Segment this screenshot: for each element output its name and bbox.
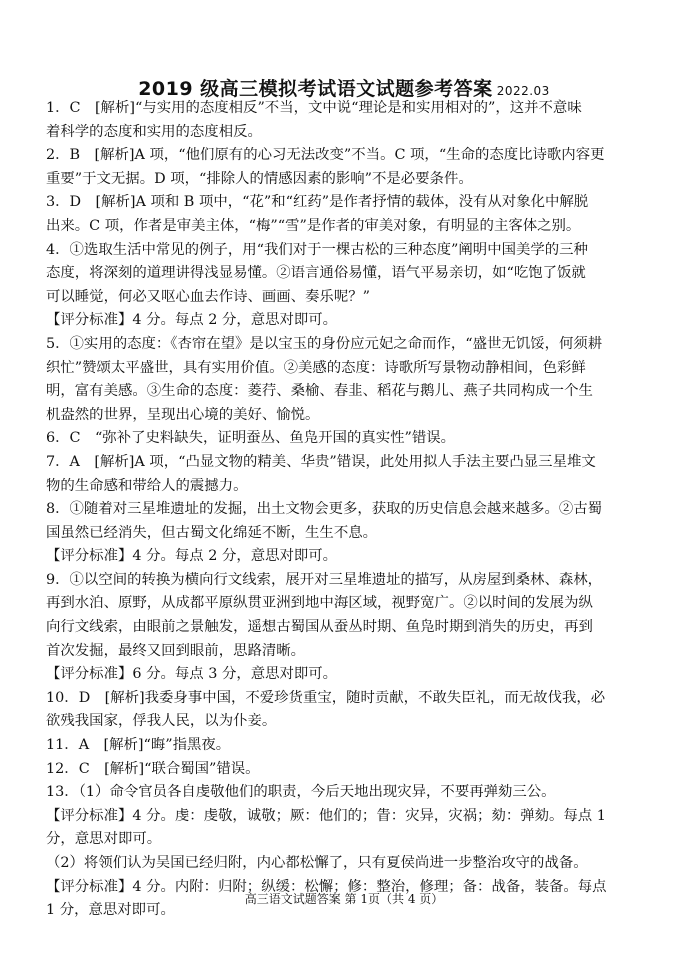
text-line: 向行文线索，由眼前之景触发，遥想古蜀国从蚕丛时期、鱼凫时期到消失的历史，再到 bbox=[46, 619, 593, 636]
text-line: 重要”于文无据。D 项，“排除人的情感因素的影响”不是必要条件。 bbox=[46, 170, 473, 187]
text-line: 机盎然的世界，呈现出心境的美好、愉悦。 bbox=[46, 406, 320, 423]
answer-content bbox=[46, 97, 644, 923]
text-line: 可以睡觉，何必又呕心血去作诗、画画、奏乐呢？” bbox=[46, 288, 370, 305]
text-line: 态度，将深刻的道理讲得浅显易懂。②语言通俗易懂，语气平易亲切，如“吃饱了饭就 bbox=[46, 265, 586, 282]
text-line: 分，意思对即可。 bbox=[46, 831, 162, 848]
text-line: 6．C “弥补了史料缺失，证明蚕丛、鱼凫开国的真实性”错误。 bbox=[46, 430, 456, 447]
text-line: 5．①实用的态度：《杏帘在望》是以宝玉的身份应元妃之命而作，“盛世无饥馁，何须耕 bbox=[46, 335, 603, 352]
scoring-standard: 【评分标准】6 分。每点 3 分，意思对即可。 bbox=[46, 666, 338, 683]
page-footer: 高三语文试题答案 第 1页（共 4 页） bbox=[244, 892, 444, 906]
text-line: 国虽然已经消失，但古蜀文化绵延不断，生生不息。 bbox=[46, 524, 377, 541]
scoring-standard: 【评分标准】4 分。每点 2 分，意思对即可。 bbox=[46, 548, 338, 565]
text-line: 10．D [解析]我委身事中国，不爱珍货重宝，随时贡献，不敢失臣礼，而无故伐我，必 bbox=[46, 689, 606, 706]
text-line: 物的生命感和带给人的震撼力。 bbox=[46, 477, 248, 494]
text-line: 8．①随着对三星堆遗址的发掘，出土文物会更多，获取的历史信息会越来越多。②古蜀 bbox=[46, 501, 603, 518]
text-line: 11．A [解析]“晦”指黑夜。 bbox=[46, 737, 231, 754]
text-line: 1 分，意思对即可。 bbox=[46, 902, 175, 919]
text-line: 着科学的态度和实用的态度相反。 bbox=[46, 123, 262, 140]
text-line: 7．A [解析]A 项，“凸显文物的精美、华贵”错误，此处用拟人手法主要凸显三星堆文 bbox=[46, 453, 596, 470]
text-line: 再到水泊、原野，从成都平原纵贯亚洲到地中海区域，视野宽广。②以时间的发展为纵 bbox=[46, 595, 593, 612]
text-line: 1．C [解析]“与实用的态度相反”不当，文中说“理论是和实用相对的”，这并不意味 bbox=[46, 100, 582, 116]
text-line: 出来。C 项，作者是审美主体，“梅”“雪”是作者的审美对象，有明显的主客体之别。 bbox=[46, 217, 581, 234]
scoring-standard: 【评分标准】4 分。虔：虔敬，诚敬；厥：他们的；眚：灾异，灾祸；劾：弹劾。每点 1 bbox=[46, 807, 606, 824]
text-line: 13．（1）命令官员各自虔敬他们的职责，今后天地出现灾异，不要再弹劾三公。 bbox=[46, 784, 556, 801]
text-line: 首次发掘，最终又回到眼前，思路清晰。 bbox=[46, 642, 306, 659]
text-line: 9．①以空间的转换为横向行文线索，展开对三星堆遗址的描写，从房屋到桑林、森林， bbox=[46, 571, 603, 588]
text-line: 2．B [解析]A 项，“他们原有的心习无法改变”不当。C 项，“生命的态度比诗歌内容更 bbox=[46, 147, 605, 164]
text-line: 12．C [解析]“联合蜀国”错误。 bbox=[46, 760, 260, 777]
title-date: 2022.03 bbox=[496, 84, 550, 98]
text-line: （2）将领们认为吴国已经归附，内心都松懈了，只有夏侯尚进一步整治攻守的战备。 bbox=[46, 855, 588, 871]
text-line: 3．D [解析]A 项和 B 项中，“花”和“红药”是作者抒情的载体，没有从对象化中解脱 bbox=[46, 194, 589, 211]
text-line: 明，富有美感。③生命的态度：菱荇、桑榆、春韭、稻花与鹅儿、燕子共同构成一个生 bbox=[46, 383, 593, 400]
text-line: 欲残我国家，俘我人民，以为仆妾。 bbox=[46, 713, 277, 730]
scoring-standard: 【评分标准】4 分。每点 2 分，意思对即可。 bbox=[46, 312, 338, 329]
title-main: 2019 级高三模拟考试语文试题参考答案 bbox=[138, 78, 493, 100]
scoring-standard: 【评分标准】4 分。内附：归附；纵缓：松懈；修：整治，修理；备：战备，装备。每点 bbox=[46, 878, 607, 895]
text-line: 4．①选取生活中常见的例子，用“我们对于一棵古松的三种态度”阐明中国美学的三种 bbox=[46, 241, 588, 258]
text-line: 织忙”赞颂太平盛世，具有实用价值。②美感的态度：诗歌所写景物动静相间，色彩鲜 bbox=[46, 359, 586, 376]
